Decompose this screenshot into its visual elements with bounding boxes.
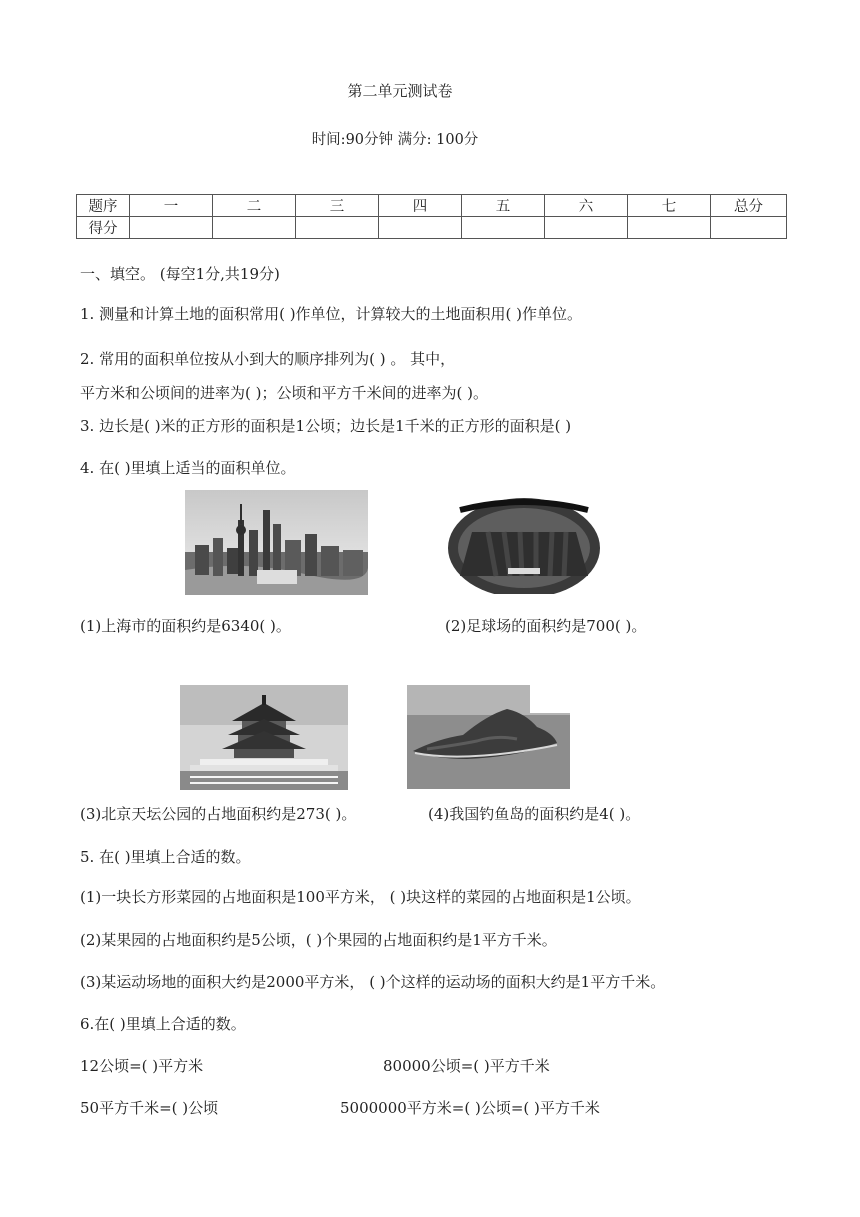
question-5-item-1: (1)一块长方形菜园的占地面积是100平方米， ( )块这样的菜园的占地面积是1公顷。 xyxy=(80,888,641,906)
question-1: 1. 测量和计算土地的面积常用( )作单位，计算较大的土地面积用( )作单位。 xyxy=(80,305,583,323)
temple-of-heaven-photo xyxy=(180,685,348,790)
header-cell-4: 四 xyxy=(379,195,462,217)
header-cell-7: 七 xyxy=(628,195,711,217)
question-6: 6.在( )里填上合适的数。 xyxy=(80,1015,246,1033)
question-2-line-1: 2. 常用的面积单位按从小到大的顺序排列为( ) 。 其中， xyxy=(80,350,456,368)
header-cell-total: 总分 xyxy=(711,195,787,217)
header-cell-order: 题序 xyxy=(77,195,130,217)
question-3: 3. 边长是( )米的正方形的面积是1公顷；边长是1千米的正方形的面积是( ) xyxy=(80,417,572,435)
score-cell[interactable] xyxy=(296,217,379,239)
football-stadium-photo xyxy=(448,492,600,594)
question-4-item-2: (2)足球场的面积约是700( )。 xyxy=(445,617,647,635)
header-cell-6: 六 xyxy=(545,195,628,217)
question-6-item-3: 50平方千米=( )公顷 xyxy=(80,1099,219,1117)
question-6-item-4: 5000000平方米=( )公顷=( )平方千米 xyxy=(340,1099,600,1117)
question-4-item-1: (1)上海市的面积约是6340( )。 xyxy=(80,617,291,635)
score-cell[interactable] xyxy=(462,217,545,239)
header-cell-3: 三 xyxy=(296,195,379,217)
score-cell[interactable] xyxy=(130,217,213,239)
question-6-item-2: 80000公顷=( )平方千米 xyxy=(383,1057,550,1075)
score-table-header-row xyxy=(77,195,787,217)
score-table-score-row xyxy=(77,217,787,239)
question-6-item-1: 12公顷=( )平方米 xyxy=(80,1057,204,1075)
score-row-label: 得分 xyxy=(77,217,130,239)
question-4-item-4: (4)我国钓鱼岛的面积约是4( )。 xyxy=(428,805,641,823)
question-5: 5. 在( )里填上合适的数。 xyxy=(80,848,251,866)
diaoyu-island-photo xyxy=(407,685,570,789)
question-5-item-2: (2)某果园的占地面积约是5公顷，( )个果园的占地面积约是1平方千米。 xyxy=(80,931,557,949)
score-cell-total[interactable] xyxy=(711,217,787,239)
shanghai-skyline-photo xyxy=(185,490,368,595)
section-heading: 一、填空。 (每空1分,共19分) xyxy=(80,265,280,283)
header-cell-1: 一 xyxy=(130,195,213,217)
exam-info: 时间:90分钟 满分: 100分 xyxy=(311,132,479,148)
score-cell[interactable] xyxy=(213,217,296,239)
score-table xyxy=(76,194,787,239)
question-4-item-3: (3)北京天坛公园的占地面积约是273( )。 xyxy=(80,805,357,823)
score-cell[interactable] xyxy=(379,217,462,239)
header-cell-5: 五 xyxy=(462,195,545,217)
question-2-line-2: 平方米和公顷间的进率为( )；公顷和平方千米间的进率为( )。 xyxy=(80,384,488,402)
question-4: 4. 在( )里填上适当的面积单位。 xyxy=(80,459,296,477)
page-title: 第二单元测试卷 xyxy=(347,82,453,100)
score-cell[interactable] xyxy=(545,217,628,239)
header-cell-2: 二 xyxy=(213,195,296,217)
question-5-item-3: (3)某运动场地的面积大约是2000平方米， ( )个这样的运动场的面积大约是1平方千米。 xyxy=(80,973,666,991)
score-cell[interactable] xyxy=(628,217,711,239)
